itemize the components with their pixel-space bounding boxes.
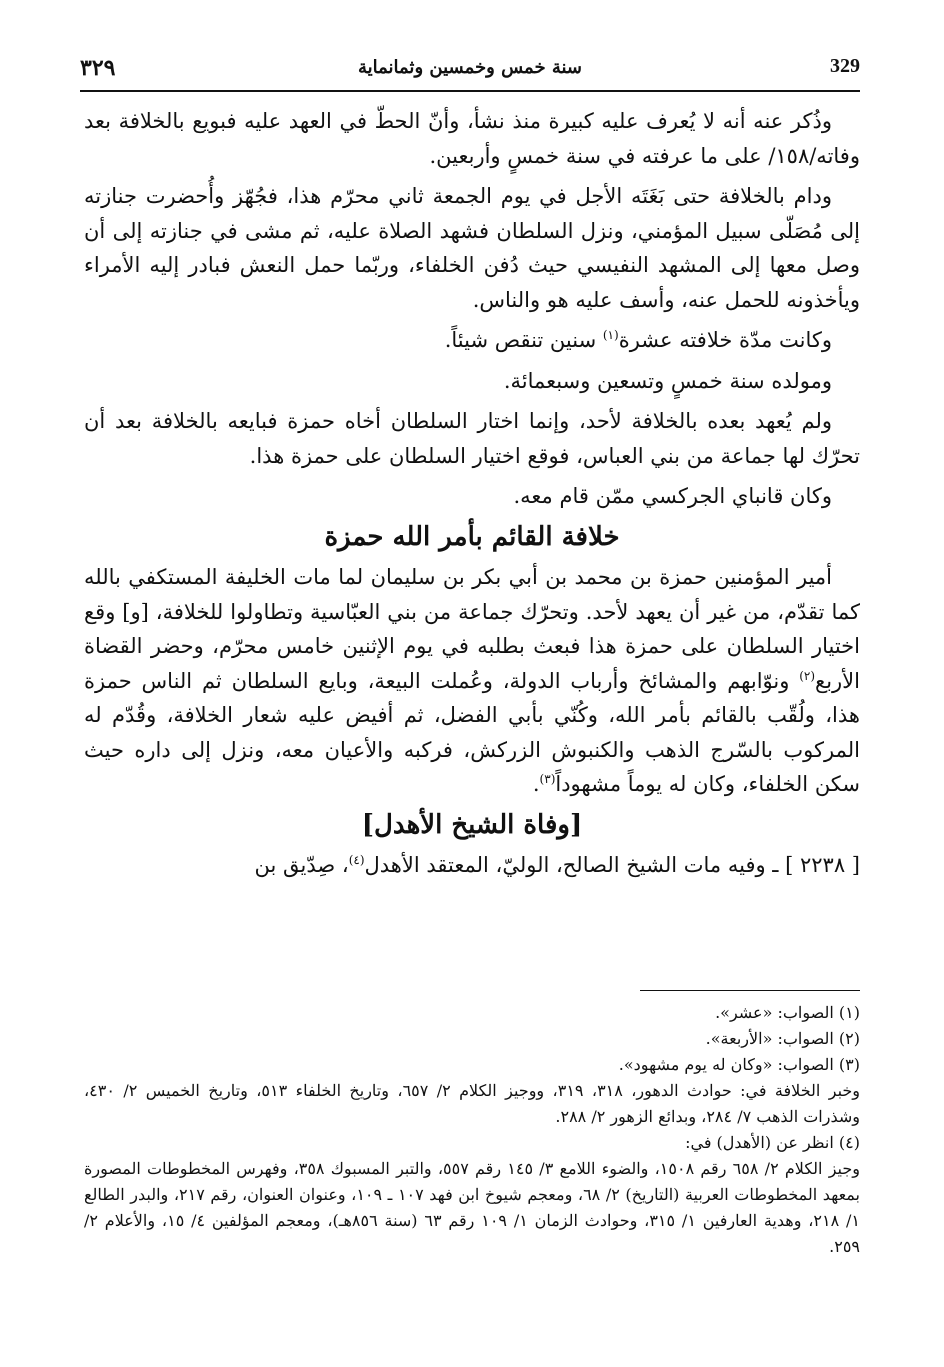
paragraph-3-text-a: وكانت مدّة خلافته عشرة <box>618 328 832 352</box>
footnote-4-continuation: وجيز الكلام ٢/ ٦٥٨ رقم ١٥٠٨، والضوء اللامع ٣/ ١٤٥ رقم ٥٥٧، والتبر المسبوك ٣٥٨، وفهرس المخطوطات المصورة بمعهد المخطوطات العربية (التاريخ) ٢/ ٦٨، ومعجم شيوخ ابن فهد ١٠٧ ـ ١٠٩، وعنوان العنوان، رقم ٢١٧، والبدر الطالع ١/ ٢١٨، وهدية العارفين ١/ ٣١٥، وحوادث الزمان ١/ ١٠٩ رقم ٦٣ (سنة ٨٥٦هـ)، ومعجم المؤلفين ٤/ ١٥، والأعلام ٢/ ٢٥٩. <box>84 1159 861 1256</box>
paragraph-4: ومولده سنة خمسٍ وتسعين وسبعمائة. <box>503 368 832 393</box>
footnote-separator <box>640 990 860 991</box>
page-number-latin: 329 <box>830 55 860 77</box>
paragraph-1: وذُكر عنه أنه لا يُعرف عليه كبيرة منذ نشأ، وأنّ الحطّ في العهد عليه فبويع بالخلافة بعد وفاته/١٥٨/ على ما عرفته في سنة خمسٍ وأربعين. <box>84 109 860 168</box>
footnote-2: (٢) الصواب: «الأربعة». <box>705 1029 860 1048</box>
footnote-4: (٤) انظر عن (الأهدل) في: <box>685 1133 860 1152</box>
paragraph-7 <box>84 560 860 802</box>
page-number-arabic: ٣٢٩ <box>80 55 116 81</box>
footnote-ref-3: (٣) <box>539 772 556 786</box>
paragraph-3 <box>84 323 860 358</box>
paragraph-7-text-b: ونوّابهم والمشائخ وأرباب الدولة، وعُملت البيعة، وبايع السلطان ثم الناس حمزة هذا، ولُقّب بالقائم بأمر الله، وكُنّي بأبي الفضل، ثم أفيض عليه شعار الخلافة، وقُدّم له المركوب بالسّرج الذهب والكنبوش الزركش، فركبه والأعيان معه، ونزل إلى داره حيث سكن الخلفاء، وكان له يوماً مشهوداً <box>84 668 860 796</box>
paragraph-7-text-c: . <box>532 772 540 796</box>
footnote-1: (١) الصواب: «عشر». <box>715 1003 860 1022</box>
section-title-caliphate: خلافة القائم بأمر الله حمزة <box>324 521 620 552</box>
footnotes <box>84 1000 860 1260</box>
footnote-3: (٣) الصواب: «وكان له يوم مشهود». <box>618 1055 860 1074</box>
running-title: سنة خمس وخمسين وثمانماية <box>357 57 582 78</box>
header-rule <box>80 90 860 92</box>
footnote-ref-2: (٢) <box>799 668 816 683</box>
paragraph-6: وكان قانباي الجركسي ممّن قام معه. <box>513 484 832 508</box>
paragraph-8-text-b: ، صِدّيق بن <box>254 853 349 877</box>
paragraph-3-text-b: سنين تنقص شيئاً. <box>444 328 603 352</box>
paragraph-2: ودام بالخلافة حتى بَغَتَه الأجل في يوم الجمعة ثاني محرّم هذا، فجُهّز وأُحضرت جنازته إلى مُصَلّى سبيل المؤمني، ونزل السلطان فشهد الصلاة عليه، ثم مشى في جنازته إلى أن وصل معها إلى المشهد النفيسي حيث دُفن الخلفاء، وربّما حمل النعش فبادر إليه الأمراء ويأخذونه للحمل عنه، وأسف عليه هو والناس. <box>84 184 860 312</box>
footnote-3-continuation: وخبر الخلافة في: حوادث الدهور، ٣١٨، ٣١٩، ووجيز الكلام ٢/ ٦٥٧، وتاريخ الخلفاء ٥١٣، وتاريخ الخميس ٢/ ٤٣٠، وشذرات الذهب ٧/ ٢٨٤، وبدائع الزهور ٢/ ٢٨٨. <box>84 1081 861 1126</box>
paragraph-5: ولم يُعهد بعده بالخلافة لأحد، وإنما اختار السلطان أخاه حمزة فبايعه بالخلافة بعد أن تحرّك لها جماعة من بني العباس، فوقع اختيار السلطان على حمزة هذا. <box>84 409 860 468</box>
section-title-ahdal: [وفاة الشيخ الأهدل] <box>361 809 583 840</box>
page-header <box>80 55 860 91</box>
paragraph-7-text-a: أمير المؤمنين حمزة بن محمد بن أبي بكر بن سليمان لما مات الخليفة المستكفي بالله كما تقدّم، من غير أن يعهد لأحد. وتحرّك جماعة من بني العبّاسية وتطاولوا للخلافة، [و] وقع اختيار السلطان على حمزة هذا فبعث بطلبه في يوم الإثنين خامس محرّم، وحضر القضاة الأربع <box>84 565 860 693</box>
main-text <box>84 104 860 889</box>
paragraph-8-text-a: [ ٢٢٣٨ ] ـ وفيه مات الشيخ الصالح، الوليّ، المعتقد الأهدل <box>364 853 860 877</box>
footnote-ref-1: (١) <box>602 328 619 342</box>
paragraph-8 <box>84 848 860 883</box>
footnote-ref-4: (٤) <box>348 853 365 867</box>
